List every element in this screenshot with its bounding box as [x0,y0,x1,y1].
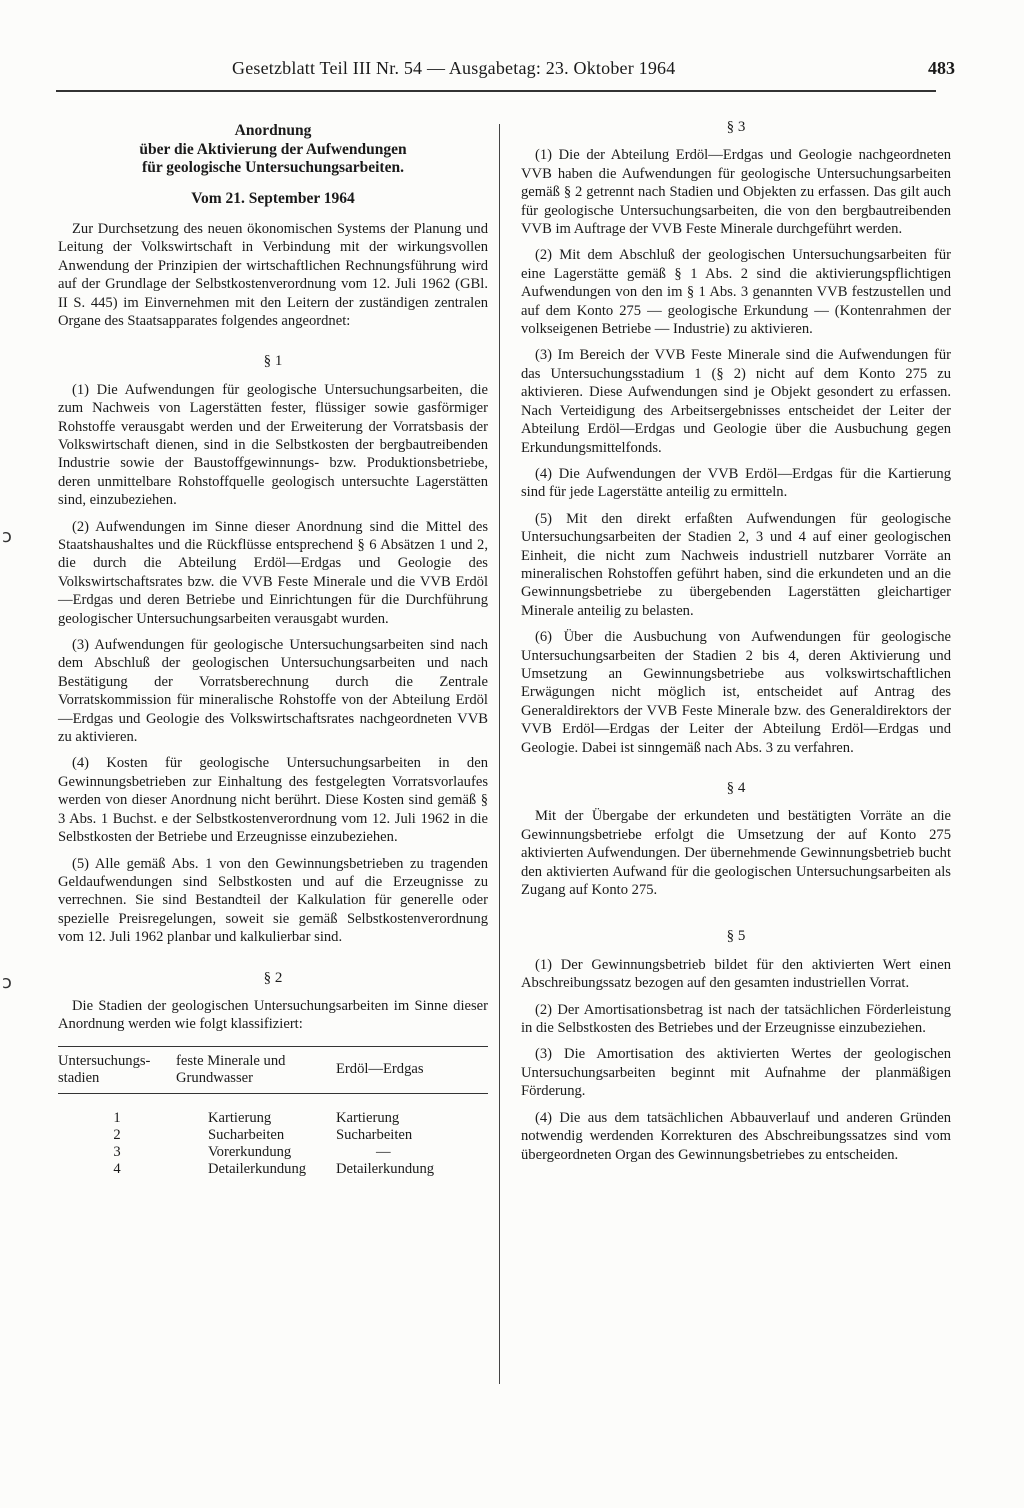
table-cell: Detailerkundung [336,1160,435,1177]
left-column [58,110,488,1178]
page-number: 483 [928,58,955,78]
ordinance-date: Vom 21. September 1964 [191,189,355,207]
table-cell: Vorerkundung [208,1143,292,1160]
stages-table [58,1046,488,1178]
paragraph: (4) Die Aufwendungen der VVB Erdöl—Erdgas für die Kartierung sind für jede Lagerstätte anteilig zu ermitteln. [521,465,951,501]
section-heading-5: § 5 [726,928,746,945]
page-header [56,0,955,92]
section-heading-1: § 1 [263,353,283,370]
header-rule [56,90,936,92]
preamble: Zur Durchsetzung des neuen ökonomischen Systems der Planung und Leitung der Volkswirtschaft in Verbindung mit der wirkungsvollen Anwendung der Prinzipien der wirtschaftlichen Rechnungsführung wird auf der Grundlage der Selbstkostenverordnung vom 12. Juli 1962 (GBl. II S. 445) im Einvernehmen mit den Leitern der zuständigen zentralen Organe des Staatsapparates folgendes angeordnet: [58,220,488,329]
table-header-row [58,1046,488,1093]
table-cell: Kartierung [208,1109,272,1126]
paragraph: (5) Mit den direkt erfaßten Aufwendungen für geologische Untersuchungsarbeiten der Stadien 2, 3 und 4 auf einer geologischen Einheit, die nicht zum Nachweis industriell nutzbarer Vorräte an mineralischen Rohstoffen geführt haben, sind die erkundeten und an die Gewinnungsbetriebe zu übergebenden Lagerstätten gleichartiger Minerale anteilig zu belasten. [521,510,951,619]
paragraph: Die Stadien der geologischen Untersuchungsarbeiten im Sinne dieser Anordnung werden wie folgt klassifiziert: [58,997,488,1033]
table-cell: Sucharbeiten [336,1126,413,1143]
table-cell: Sucharbeiten [208,1126,285,1143]
paragraph: (3) Die Amortisation des aktivierten Wertes der geologischen Untersuchungsarbeiten beginnt mit Aufnahme der planmäßigen Förderung. [521,1046,951,1100]
table-row [58,1127,488,1144]
table-cell: 4 [113,1160,121,1177]
ordinance-title [58,122,488,178]
paragraph: (4) Die aus dem tatsächlichen Abbauverlauf und anderen Gründen notwendig werdenden Korrekturen des Abschreibungssatzes sind vom übergeordneten Organ des Gewinnungsbetriebes zu entscheiden. [521,1109,951,1163]
table-cell: Kartierung [336,1109,400,1126]
paragraph: (1) Die Aufwendungen für geologische Untersuchungsarbeiten, die zum Nachweis von Lagerstätten fester, flüssiger sowie gasförmiger Rohstoffe verausgabt werden und der Erweiterung der Vorratsbasis der Volkswirtschaft dienen, sind in die Selbstkosten der bergbautreibenden Industrie sowie der Baustoffgewinnungs- bzw. Produktionsbetriebe, deren unmittelbare Rohstoffquelle geologisch untersuchte Lagerstätten sind, einzubeziehen. [58,381,488,509]
paragraph: (1) Der Gewinnungsbetrieb bildet für den aktivierten Wert einen Abschreibungssatz bezogen auf den gesamten industriellen Vorrat. [521,956,951,992]
paragraph: Mit der Übergabe der erkundeten und bestätigten Vorräte an die Gewinnungsbetriebe erfolgt die Umsetzung der auf Konto 275 aktivierten Aufwendungen. Der übernehmende Gewinnungsbetrieb bucht den aktivierten Aufwand für die geologischen Untersuchungsarbeiten als Zugang auf Konto 275. [521,808,951,899]
table-row [58,1093,488,1127]
paragraph: (2) Mit dem Abschluß der geologischen Untersuchungsarbeiten für eine Lagerstätte gemäß § 1 Abs. 2 sind die aktivierungspflichtigen Aufwendungen von den im § 1 Abs. 3 genannten VVB festzustellen und auf dem Konto 275 — geologische Erkundung — (Kontenrahmen der volkseigenen Betriebe — Industrie) zu aktivieren. [521,247,951,338]
title-line: für geologische Untersuchungsarbeiten. [142,159,404,176]
table-cell: 2 [113,1126,121,1143]
table-row [58,1161,488,1178]
paragraph: (6) Über die Ausbuchung von Aufwendungen für geologische Untersuchungsarbeiten der Stadien 2 bis 4, deren Aktivierung und Umsetzung an Gewinnungsbetriebe aus volkswirtschaftlichen Erwägungen nicht möglich ist, entscheidet auf Antrag des Generaldirektors der VVB Feste Minerale bzw. des Generaldirektors der VVB Erdöl—Erdgas der Leiter der Abteilung Erdöl—Erdgas und Geologie. Dabei ist sinngemäß nach Abs. 3 zu verfahren. [521,629,951,756]
paragraph: (3) Im Bereich der VVB Feste Minerale sind die Aufwendungen für das Untersuchungsstadium 1 (§ 2) nicht auf dem Konto 275 zu aktivieren. Diese Aufwendungen sind je Objekt gesondert zu erfassen. Nach Verteidigung des Arbeitsergebnisses entscheidet der Leiter der Abteilung Erdöl—Erdgas und Geologie über die Ausbuchung gegen Erkundungsmittelfonds. [521,347,951,456]
paragraph: (5) Alle gemäß Abs. 1 von den Gewinnungsbetrieben zu tragenden Geldaufwendungen sind Selbstkosten und auf die Erzeugnisse zu verrechnen. Sie sind Bestandteil der Kalkulation für generelle oder spezielle Preisregelungen, soweit sie gemäß Selbstkostenverordnung vom 12. Juli 1962 planbar und kalkulierbar sind. [58,855,488,946]
title-line: über die Aktivierung der Aufwendungen [139,140,407,158]
column-header: Erdöl—Erdgas [336,1046,488,1093]
header-title: Gesetzblatt Teil III Nr. 54 — Ausgabetag: 23. Oktober 1964 [232,58,676,78]
column-header: Untersuchungs-stadien [58,1046,176,1093]
title-line: Anordnung [234,122,312,139]
paragraph: (2) Aufwendungen im Sinne dieser Anordnung sind die Mittel des Staatshaushaltes und die Rückflüsse entsprechend § 6 Absätzen 1 und 2, die durch die Abteilung Erdöl—Erdgas und Geologie des Volkswirtschaftsrates bzw. die VVB Feste Minerale und die VVB Erdöl—Erdgas und deren Betriebe und Einrichtungen für die Durchführung geologischer Untersuchungsarbeiten verausgabt wurden. [58,518,488,627]
margin-check-mark: ↄ [2,526,12,547]
section-heading-2: § 2 [263,969,283,986]
table-cell: 1 [113,1109,121,1126]
paragraph: (3) Aufwendungen für geologische Untersuchungsarbeiten sind nach dem Abschluß der geologischen Untersuchungsarbeiten und nach Bestätigung der Vorratsberechnung durch die Zentrale Vorratskommission für mineralische Rohstoffe von der Abteilung Erdöl—Erdgas und Geologie des Volkswirtschaftsrates nachgeordneten VVB zu aktivieren. [58,637,488,746]
paragraph: (2) Der Amortisationsbetrag ist nach der tatsächlichen Förderleistung in die Selbstkosten des Betriebes und der Erzeugnisse einzubeziehen. [521,1001,951,1037]
column-divider [499,124,500,1384]
table-cell: — [376,1143,391,1160]
column-header: feste Minerale und Grundwasser [176,1046,336,1093]
paragraph: (4) Kosten für geologische Untersuchungsarbeiten in den Gewinnungsbetrieben zur Einhaltung des festgelegten Vorratsvorlaufes werden von dieser Anordnung nicht berührt. Diese Kosten sind gemäß § 3 Abs. 1 Buchst. e der Selbstkostenverordnung vom 12. Juli 1962 in die Selbstkosten der Betriebe und Erzeugnisse einzubeziehen. [58,755,488,846]
margin-check-mark: ↄ [2,972,12,993]
right-column [521,110,951,1172]
section-heading-3: § 3 [726,119,746,135]
table-cell: 3 [113,1143,121,1160]
section-heading-4: § 4 [726,780,746,796]
table-cell: Detailerkundung [208,1160,307,1177]
paragraph: (1) Die der Abteilung Erdöl—Erdgas und Geologie nachgeordneten VVB haben die Aufwendungen für geologische Untersuchungsarbeiten gemäß § 2 getrennt nach Stadien und Objekten zu erfassen. Das gilt auch für geologische Untersuchungsarbeiten, die von den bergbautreibenden VVB im Auftrage der VVB Feste Minerale durchgeführt werden. [521,147,951,238]
table-row [58,1144,488,1161]
